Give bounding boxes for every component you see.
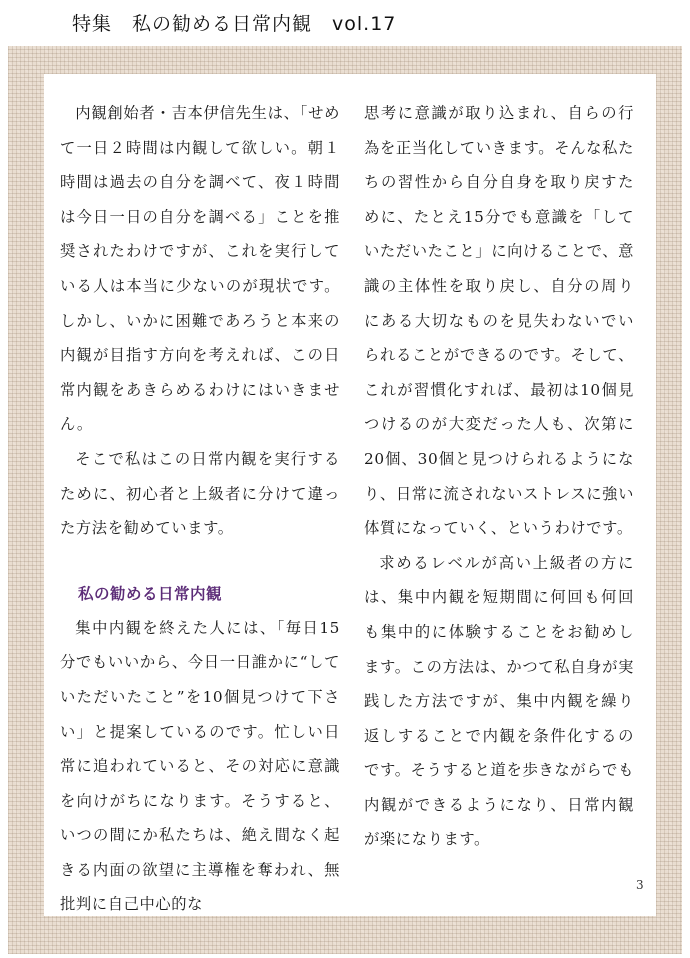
left-column — [60, 96, 340, 922]
page-header — [0, 0, 690, 46]
section-gap — [60, 546, 340, 577]
right-column — [364, 96, 634, 857]
left-paragraph-3: 集中内観を終えた人には、「毎日15分でもいいから、今日一日誰かに“していただいたこと”を10個見つけて下さい」と提案しているのです。忙しい日常に追われていると、その対応に意識を向けがちになります。そうすると、いつの間にか私たちは、絶え間なく起きる内面の欲望に主導権を奪われ、無批判に自己中心的な — [60, 618, 340, 914]
section-heading: 私の勧める日常内観 — [78, 584, 223, 603]
right-paragraph-1: 思考に意識が取り込まれ、自らの行為を正当化していきます。そんな私たちの習性から自分自身を取り戻すために、たとえ15分でも意識を「していただいたこと」に向けることで、意識の主体性を取り戻し、自分の周りにある大切なものを見失わないでいられることができるのです。そして、これが習慣化すれば、最初は10個見つけるのが大変だった人も、次第に20個、30個と見つけられるようになり、日常に流されないストレスに強い体質になっていく、というわけです。 — [364, 104, 634, 538]
left-paragraph-2: そこで私はこの日常内観を実行するために、初心者と上級者に分けて違った方法を勧めています。 — [60, 449, 340, 538]
header-title: 特集 私の勧める日常内観 vol.17 — [72, 13, 397, 35]
page-number: 3 — [636, 878, 644, 892]
right-paragraph-2: 求めるレベルが高い上級者の方には、集中内観を短期間に何回も何回も集中的に体験することをお勧めします。この方法は、かつて私自身が実践した方法ですが、集中内観を繰り返しすることで内観を条件化するのです。そうすると道を歩きながらでも内観ができるようになり、日常内観が楽になります。 — [364, 553, 634, 849]
left-paragraph-1: 内観創始者・吉本伊信先生は、「せめて一日２時間は内観して欲しい。朝１時間は過去の自分を調べて、夜１時間は今日一日の自分を調べる」ことを推奨されたわけですが、これを実行している人は本当に少ないのが現状です。しかし、いかに困難であろうと本来の内観が目指す方向を考えれば、この日常内観をあきらめるわけにはいきません。 — [60, 104, 340, 434]
